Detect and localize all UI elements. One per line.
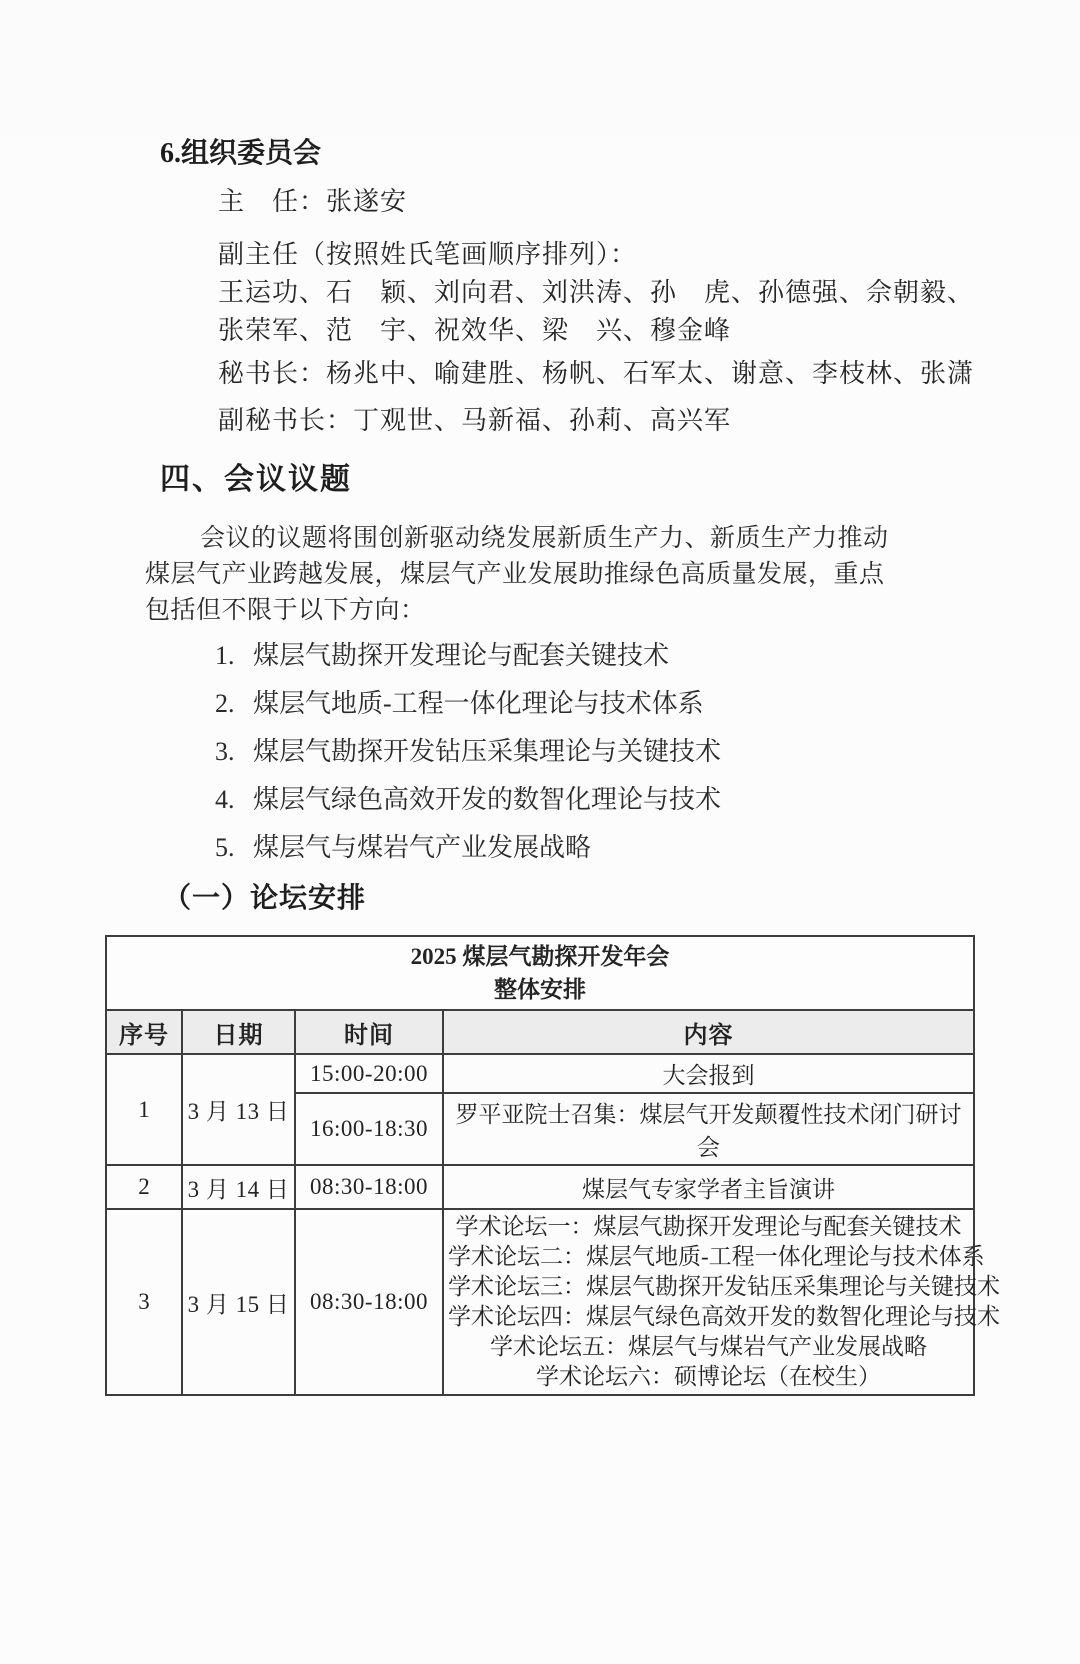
col-header-date: 日期: [182, 1010, 295, 1054]
schedule-row-1a: [106, 1054, 974, 1093]
topic-item-text: 煤层气勘探开发理论与配套关键技术: [253, 641, 670, 670]
schedule-header-row: [106, 1010, 974, 1054]
topic-item-text: 煤层气与煤岩气产业发展战略: [253, 833, 592, 862]
forum-line-3: 学术论坛三：煤层气勘探开发钻压采集理论与关键技术: [448, 1274, 1000, 1299]
topic-item-number: 4.: [215, 785, 235, 814]
row1-date-cell: 3 月 13 日: [182, 1054, 295, 1165]
schedule-title-line1: 2025 煤层气勘探开发年会: [410, 944, 670, 969]
committee-director-line: 主 任：张遂安: [218, 187, 408, 216]
row2-content-cell: 煤层气专家学者主旨演讲: [443, 1165, 974, 1209]
row1-slot1-time-cell: 15:00-20:00: [295, 1054, 443, 1093]
topic-item: [215, 834, 1080, 861]
forum-line-4: 学术论坛四：煤层气绿色高效开发的数智化理论与技术: [448, 1304, 1000, 1329]
topic-item-text: 煤层气勘探开发钻压采集理论与关键技术: [253, 737, 722, 766]
col-header-time: 时间: [295, 1010, 443, 1054]
topics-heading: 四、会议议题: [160, 463, 352, 496]
committee-deputy-secretary-line: 副秘书长：丁观世、马新福、孙莉、高兴军: [218, 406, 732, 435]
col-header-content: 内容: [443, 1010, 974, 1054]
forum-line-6: 学术论坛六：硕博论坛（在校生）: [536, 1364, 881, 1389]
schedule-row-2: [106, 1165, 974, 1209]
forum-heading: （一）论坛安排: [163, 883, 367, 914]
row3-time-cell: 08:30-18:00: [295, 1209, 443, 1395]
topic-item-text: 煤层气绿色高效开发的数智化理论与技术: [253, 785, 722, 814]
schedule-title-row: [106, 936, 974, 1010]
row3-no-cell: 3: [106, 1209, 182, 1395]
committee-deputy-names: [0, 274, 1080, 350]
schedule-table-title: [106, 936, 974, 1010]
row2-no-cell: 2: [106, 1165, 182, 1209]
topic-item-number: 3.: [215, 737, 235, 766]
schedule-table: [105, 935, 1000, 1396]
schedule-row-3: [106, 1209, 974, 1395]
topics-list: [215, 642, 1080, 861]
committee-deputy-names-line2: 张荣军、范 宇、祝效华、梁 兴、穆金峰: [218, 316, 732, 345]
row2-date-cell: 3 月 14 日: [182, 1165, 295, 1209]
topic-item-number: 2.: [215, 689, 235, 718]
topics-intro-paragraph: 会议的议题将围创新驱动绕发展新质生产力、新质生产力推动煤层气产业跨越发展，煤层气产业发展助推绿色高质量发展，重点包括但不限于以下方向：: [145, 525, 889, 624]
committee-heading: 6.组织委员会: [160, 138, 322, 169]
document-page: [0, 137, 1080, 1664]
row3-date-cell: 3 月 15 日: [182, 1209, 295, 1395]
topic-item-text: 煤层气地质-工程一体化理论与技术体系: [253, 689, 704, 718]
row2-time-cell: 08:30-18:00: [295, 1165, 443, 1209]
committee-secretary-line: 秘书长：杨兆中、喻建胜、杨帆、石军太、谢意、李枝林、张潇: [218, 359, 975, 388]
schedule-title-line2: 整体安排: [494, 977, 586, 1002]
topic-item: [215, 738, 1080, 765]
row1-no-cell: 1: [106, 1054, 182, 1165]
row1-slot2-time-cell: 16:00-18:30: [295, 1093, 443, 1165]
forum-line-1: 学术论坛一：煤层气勘探开发理论与配套关键技术: [455, 1214, 962, 1239]
row1-slot2-content-cell: 罗平亚院士召集：煤层气开发颠覆性技术闭门研讨会: [443, 1093, 974, 1165]
committee-deputy-names-line1: 王运功、石 颖、刘向君、刘洪涛、孙 虎、孙德强、佘朝毅、: [218, 278, 975, 307]
topic-item: [215, 642, 1080, 669]
row3-forums-cell: [443, 1209, 1000, 1395]
col-header-no: 序号: [106, 1010, 182, 1054]
topic-item-number: 5.: [215, 833, 235, 862]
topic-item: [215, 690, 1080, 717]
committee-deputy-label: 副主任（按照姓氏笔画顺序排列）：: [218, 240, 638, 269]
topic-item: [215, 786, 1080, 813]
forum-line-2: 学术论坛二：煤层气地质-工程一体化理论与技术体系: [448, 1244, 985, 1269]
topic-item-number: 1.: [215, 641, 235, 670]
forum-line-5: 学术论坛五：煤层气与煤岩气产业发展战略: [490, 1334, 927, 1359]
row1-slot1-content-cell: 大会报到: [443, 1054, 974, 1093]
